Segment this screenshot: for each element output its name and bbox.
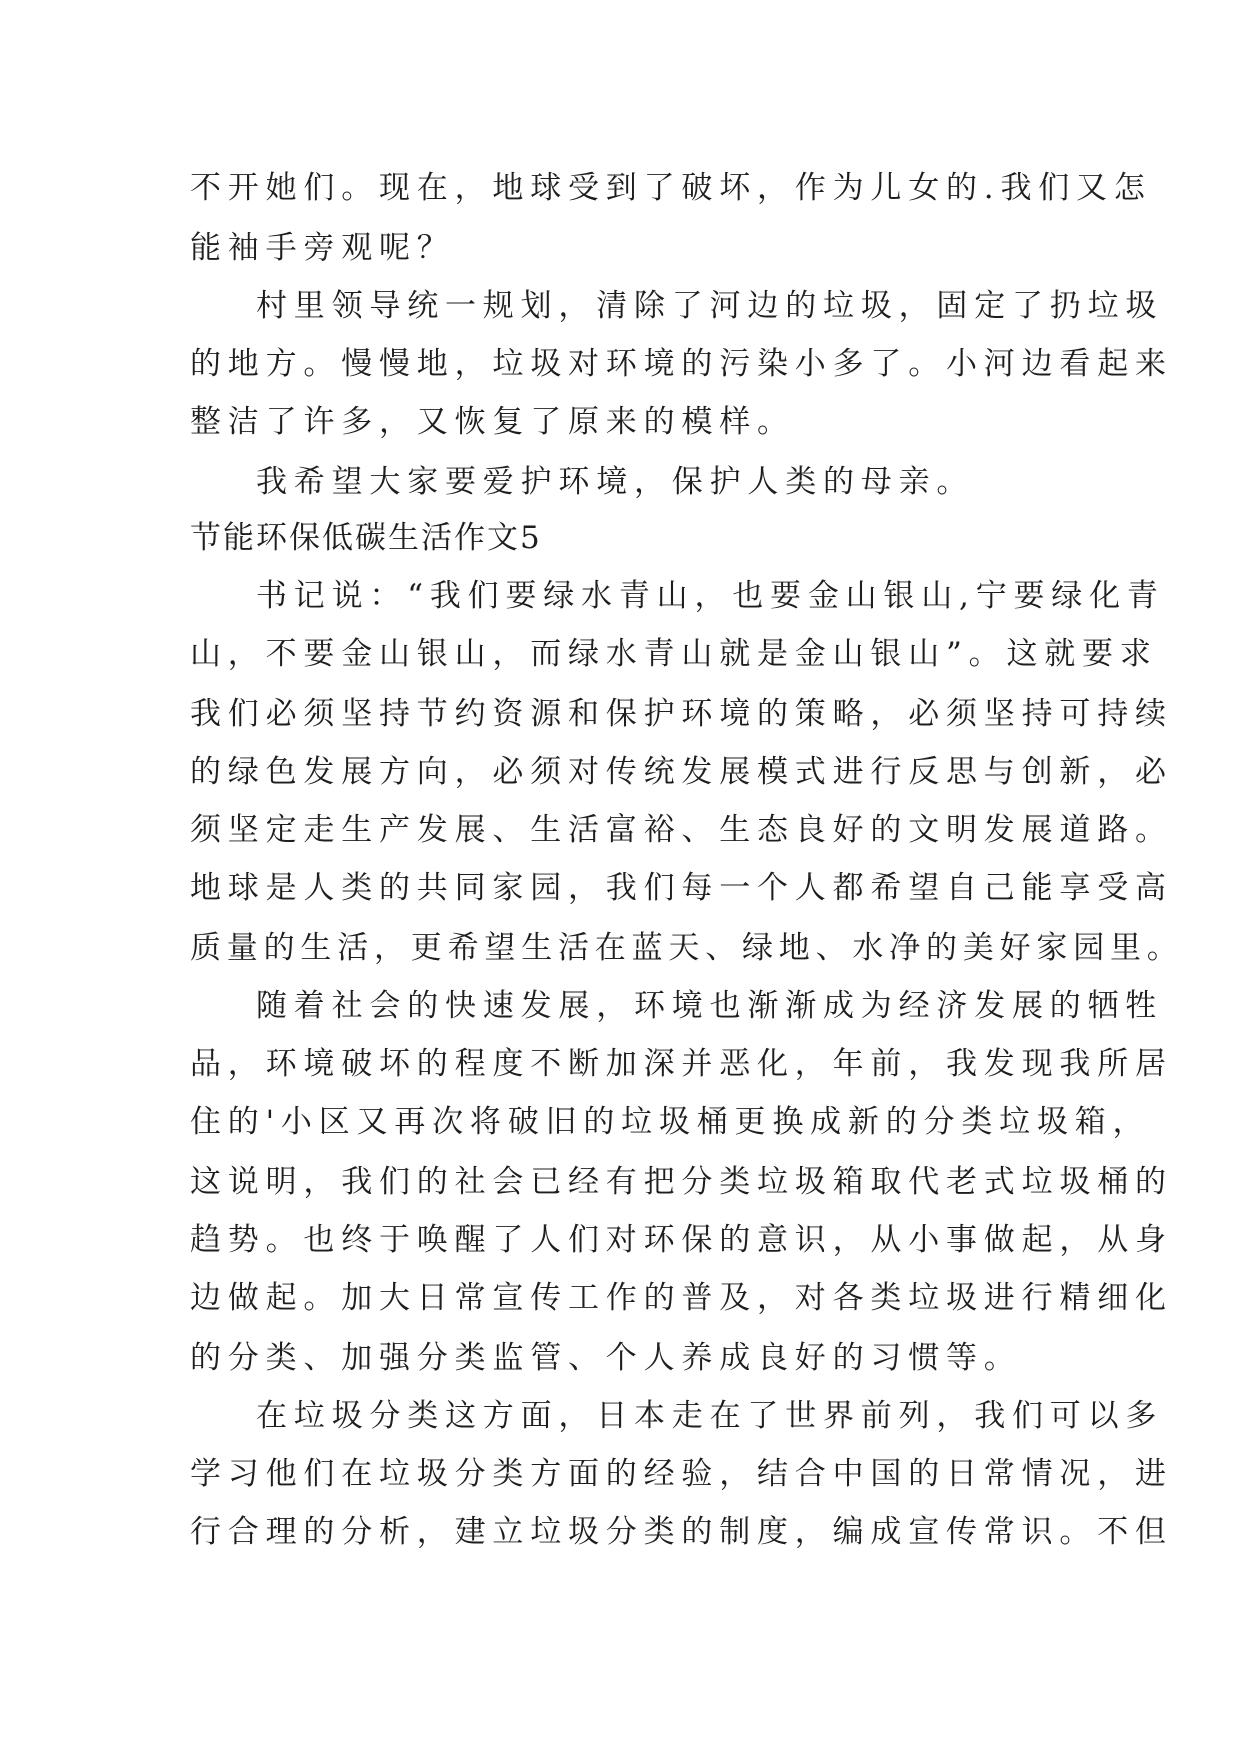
text-line: 的分类、加强分类监管、个人养成良好的习惯等。 — [190, 1340, 1022, 1376]
text-line: 边做起。加大日常宣传工作的普及，对各类垃圾进行精细化 — [190, 1280, 1173, 1316]
paragraph-first-line: 村里领导统一规划，清除了河边的垃圾，固定了扔垃圾 — [256, 288, 1164, 324]
text-line: 住的'小区又再次将破旧的垃圾桶更换成新的分类垃圾箱， — [190, 1104, 1151, 1140]
text-line: 我们必须坚持节约资源和保护环境的策略，必须坚持可持续 — [190, 696, 1173, 732]
text-line: 山，不要金山银山，而绿水青山就是金山银山”。这就要求 — [190, 636, 1158, 672]
text-line: 能袖手旁观呢？ — [190, 230, 455, 266]
text-line: 行合理的分析，建立垃圾分类的制度，编成宣传常识。不但 — [190, 1514, 1173, 1550]
text-line: 质量的生活，更希望生活在蓝天、绿地、水净的美好家园里。 — [190, 930, 1184, 966]
paragraph-first-line: 我希望大家要爱护环境，保护人类的母亲。 — [256, 464, 975, 500]
text-line: 这说明，我们的社会已经有把分类垃圾箱取代老式垃圾桶的 — [190, 1164, 1173, 1200]
text-line: 不开她们。现在，地球受到了破坏，作为儿女的.我们又怎 — [190, 170, 1152, 206]
paragraph-first-line: 书记说：“我们要绿水青山，也要金山银山,宁要绿化青 — [256, 578, 1165, 614]
text-line: 的绿色发展方向，必须对传统发展模式进行反思与创新，必 — [190, 754, 1173, 790]
text-line: 学习他们在垃圾分类方面的经验，结合中国的日常情况，进 — [190, 1456, 1173, 1492]
section-heading: 节能环保低碳生活作文5 — [190, 520, 542, 556]
text-line: 整洁了许多，又恢复了原来的模样。 — [190, 404, 795, 440]
paragraph-first-line: 在垃圾分类这方面，日本走在了世界前列，我们可以多 — [256, 1398, 1164, 1434]
text-line: 须坚定走生产发展、生活富裕、生态良好的文明发展道路。 — [190, 812, 1173, 848]
paragraph-first-line: 随着社会的快速发展，环境也渐渐成为经济发展的牺牲 — [256, 988, 1164, 1024]
text-line: 地球是人类的共同家园，我们每一个人都希望自己能享受高 — [190, 870, 1173, 906]
text-line: 趋势。也终于唤醒了人们对环保的意识，从小事做起，从身 — [190, 1222, 1173, 1258]
text-line: 品，环境破坏的程度不断加深并恶化，年前，我发现我所居 — [190, 1046, 1173, 1082]
text-line: 的地方。慢慢地，垃圾对环境的污染小多了。小河边看起来 — [190, 346, 1173, 382]
